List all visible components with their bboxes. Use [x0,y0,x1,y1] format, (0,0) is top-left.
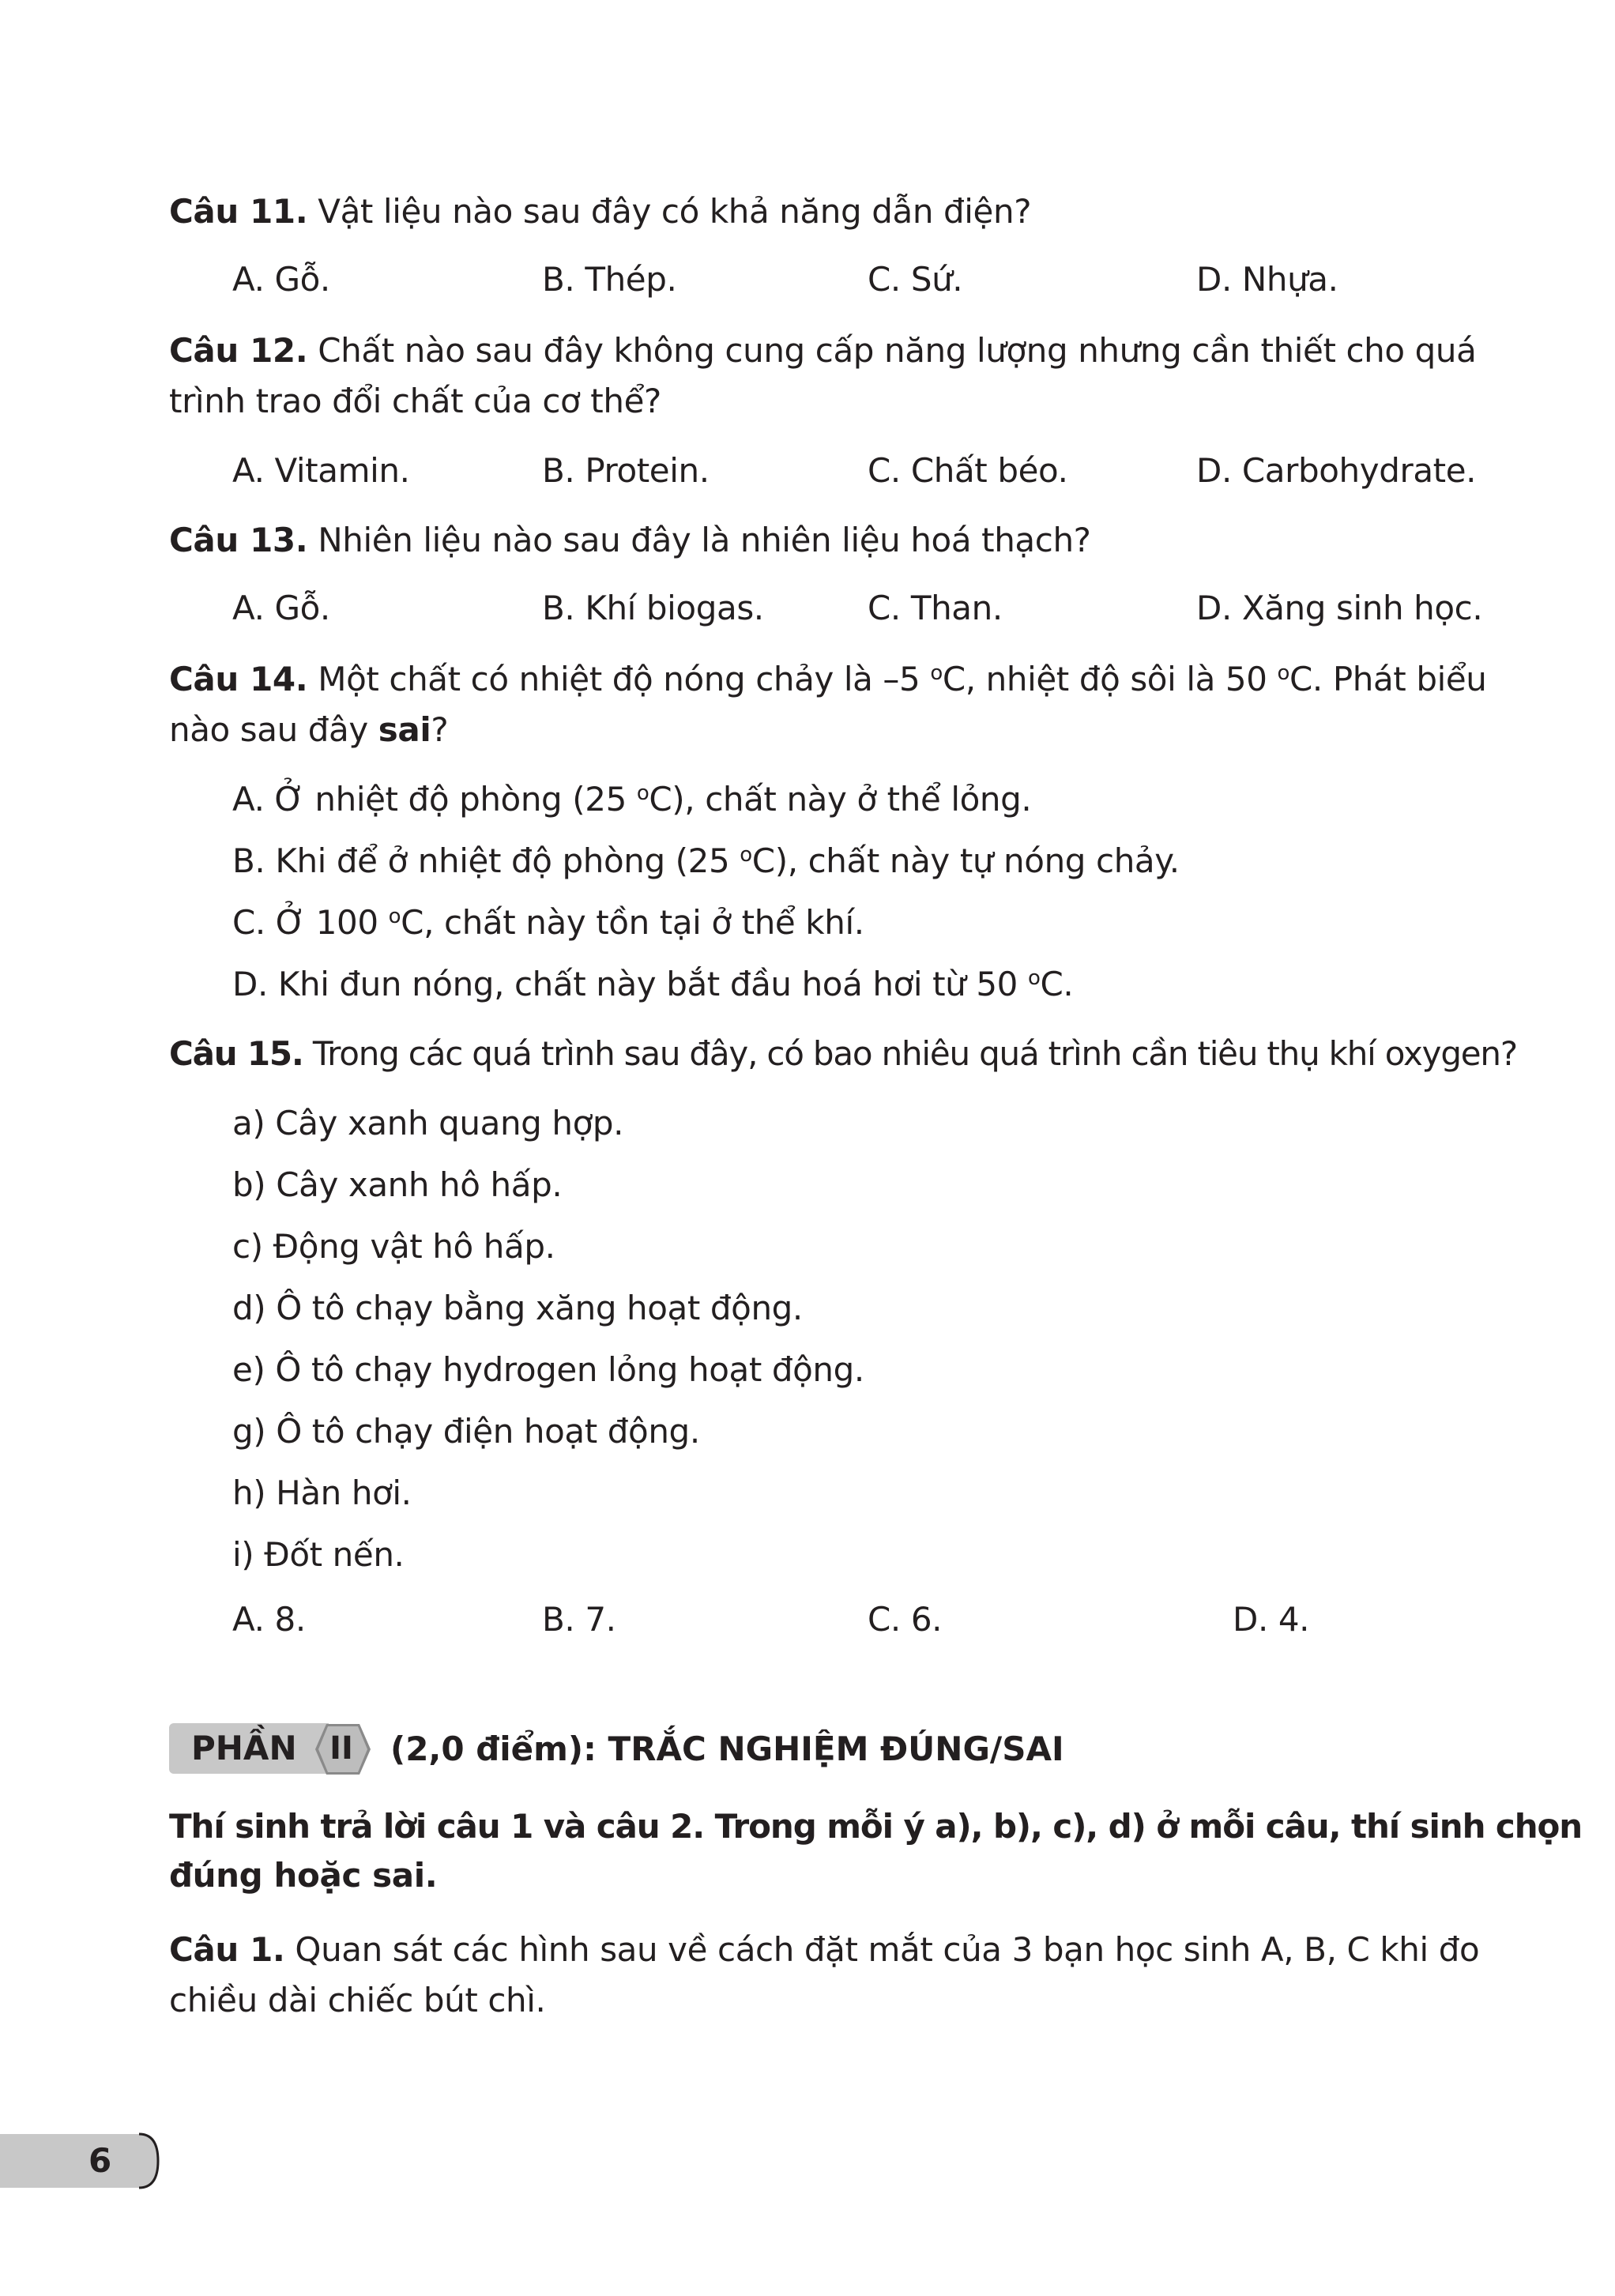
option-a: A. Vitamin. [232,451,410,490]
option-text: D. Khi đun nóng, chất này bắt đầu hoá hơi từ 50 [232,965,1028,1003]
section-label: PHẦN [169,1723,329,1774]
list-item: i) Đốt nến. [232,1535,405,1574]
list-item: c) Động vật hô hấp. [232,1227,555,1266]
option-text: B. Khi để ở nhiệt độ phòng (25 [232,841,740,880]
list-item: e) Ô tô chạy hydrogen lỏng hoạt động. [232,1350,864,1389]
question-text: nào sau đây [169,710,378,749]
option-a [232,777,1031,822]
option-c [232,901,864,945]
part2-question-1 [169,1928,1479,1972]
page-number-tab [0,2129,166,2192]
question-text: Trong các quá trình sau đây, có bao nhiêu quá trình cần tiêu thụ khí oxygen? [303,1034,1517,1073]
degree-sign: o [1277,661,1289,685]
question-label: Câu 14. [169,660,308,698]
section-title: (2,0 điểm): TRẮC NGHIỆM ĐÚNG/SAI [390,1730,1064,1768]
section-number: II [329,1730,353,1767]
page-number: 6 [88,2141,112,2180]
emphasis-word: sai [378,710,431,749]
question-text: Vật liệu nào sau đây có khả năng dẫn điện? [307,192,1032,231]
list-item: h) Hàn hơi. [232,1474,412,1512]
instruction-line-2: đúng hoặc sai. [169,1856,438,1895]
list-item: a) Cây xanh quang hợp. [232,1104,624,1142]
option-text: C), chất này tự nóng chảy. [751,841,1180,880]
option-text: C. [1040,965,1074,1003]
question-14-line-2 [169,708,448,752]
question-text: Quan sát các hình sau về cách đặt mắt của 3 bạn học sinh A, B, C khi đo [284,1930,1480,1969]
option-text: C), chất này ở thể lỏng. [649,780,1032,819]
degree-sign: o [930,661,943,685]
option-b: B. Protein. [542,451,710,490]
option-b: B. Khí biogas. [542,589,764,627]
question-label: Câu 11. [169,192,308,231]
option-d: D. Carbohydrate. [1196,451,1477,490]
degree-sign: o [1027,966,1041,990]
option-text: C. Ở 100 [232,903,389,942]
option-d: D. Nhựa. [1196,260,1338,299]
option-a: A. Gỗ. [232,260,330,299]
question-text: C, nhiệt độ sôi là 50 [942,660,1278,698]
question-label: Câu 13. [169,521,308,559]
question-text: Chất nào sau đây không cung cấp năng lượng nhưng cần thiết cho quá [307,331,1477,370]
instruction-line-1: Thí sinh trả lời câu 1 và câu 2. Trong mỗi ý a), b), c), d) ở mỗi câu, thí sinh chọn [169,1807,1583,1846]
option-b [232,839,1180,883]
question-text: Nhiên liệu nào sau đây là nhiên liệu hoá thạch? [307,521,1091,559]
option-text: A. Ở nhiệt độ phòng (25 [232,780,637,819]
question-text: Một chất có nhiệt độ nóng chảy là –5 [307,660,931,698]
question-11 [169,190,1031,234]
option-c: C. Sứ. [868,260,963,299]
question-12-line-2: trình trao đổi chất của cơ thể? [169,382,661,420]
section-header-tab [169,1721,329,1776]
option-d: D. Xăng sinh học. [1196,589,1483,627]
question-label: Câu 12. [169,331,308,370]
question-text: C. Phát biểu [1289,660,1487,698]
degree-sign: o [740,843,752,867]
section-number-badge [312,1722,371,1776]
question-14 [169,657,1487,702]
option-c: C. Chất béo. [868,451,1068,490]
option-b: B. 7. [542,1600,616,1639]
question-13 [169,518,1091,563]
question-15 [169,1032,1517,1076]
degree-sign: o [388,905,401,928]
option-c: C. Than. [868,589,1003,627]
option-b: B. Thép. [542,260,677,299]
option-d: D. 4. [1233,1600,1310,1639]
option-a: A. Gỗ. [232,589,330,627]
question-12 [169,329,1476,373]
list-item: g) Ô tô chạy điện hoạt động. [232,1412,700,1451]
question-label: Câu 15. [169,1034,303,1073]
tab-shape-icon [0,2129,166,2192]
option-text: C, chất này tồn tại ở thể khí. [401,903,864,942]
list-item: d) Ô tô chạy bằng xăng hoạt động. [232,1289,803,1327]
list-item: b) Cây xanh hô hấp. [232,1165,563,1204]
option-a: A. 8. [232,1600,306,1639]
question-label: Câu 1. [169,1930,285,1969]
option-d [232,962,1073,1007]
option-c: C. 6. [868,1600,943,1639]
degree-sign: o [636,781,649,805]
question-text: ? [431,710,449,749]
part2-question-1-line-2: chiều dài chiếc bút chì. [169,1981,546,2019]
